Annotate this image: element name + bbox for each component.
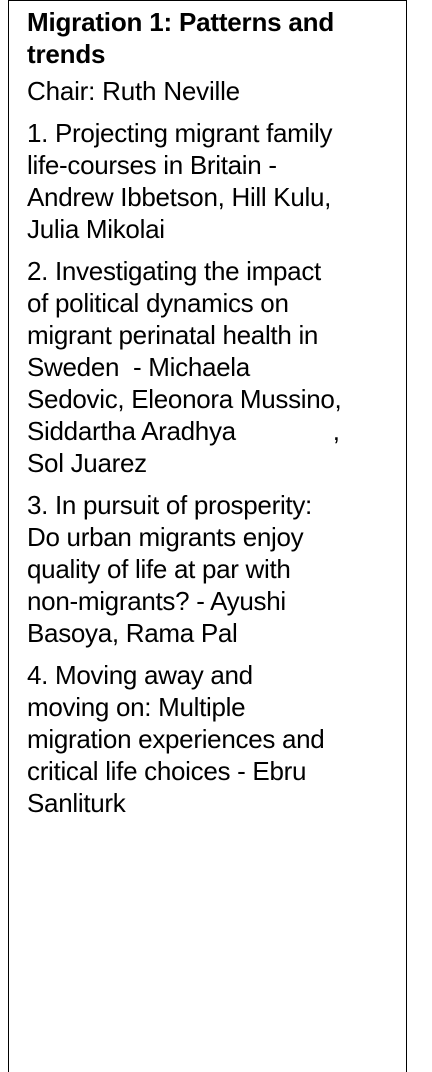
paper-2-line-1: 2. Investigating the impact — [27, 256, 321, 286]
paper-3-line-2: Do urban migrants enjoy — [27, 522, 304, 552]
session-chair: Chair: Ruth Neville — [27, 76, 240, 106]
paper-1-line-2: life-courses in Britain - — [27, 150, 277, 180]
paper-2-line-5: Sedovic, Eleonora Mussino, — [27, 384, 342, 414]
paper-2-line-3: migrant perinatal health in — [27, 320, 319, 350]
session-title-line-1: Migration 1: Patterns and — [27, 7, 335, 37]
paper-3 — [27, 489, 399, 649]
paper-3-line-3: quality of life at par with — [27, 554, 291, 584]
paper-2-line-2: of political dynamics on — [27, 288, 289, 318]
session-content — [27, 6, 399, 829]
paper-2-line-4: Sweden - Michaela — [27, 352, 250, 382]
paper-2-line-7: Sol Juarez — [27, 448, 147, 478]
paper-3-line-4: non-migrants? - Ayushi — [27, 586, 286, 616]
session-table-cell — [8, 0, 407, 1072]
session-title — [27, 6, 399, 70]
paper-1 — [27, 117, 399, 245]
paper-4-line-3: migration experiences and — [27, 724, 325, 754]
paper-1-line-3: Andrew Ibbetson, Hill Kulu, — [27, 182, 332, 212]
paper-1-line-4: Julia Mikolai — [27, 214, 165, 244]
paper-4-line-4: critical life choices - Ebru — [27, 756, 307, 786]
paper-4 — [27, 659, 399, 819]
paper-2 — [27, 255, 399, 479]
paper-4-line-2: moving on: Multiple — [27, 692, 246, 722]
paper-4-line-1: 4. Moving away and — [27, 660, 253, 690]
paper-2-line-6: Siddartha Aradhya , — [27, 416, 340, 446]
paper-4-line-5: Sanliturk — [27, 788, 126, 818]
paper-3-line-1: 3. In pursuit of prosperity: — [27, 490, 312, 520]
session-title-line-2: trends — [27, 39, 106, 69]
paper-1-line-1: 1. Projecting migrant family — [27, 118, 333, 148]
paper-3-line-5: Basoya, Rama Pal — [27, 618, 238, 648]
